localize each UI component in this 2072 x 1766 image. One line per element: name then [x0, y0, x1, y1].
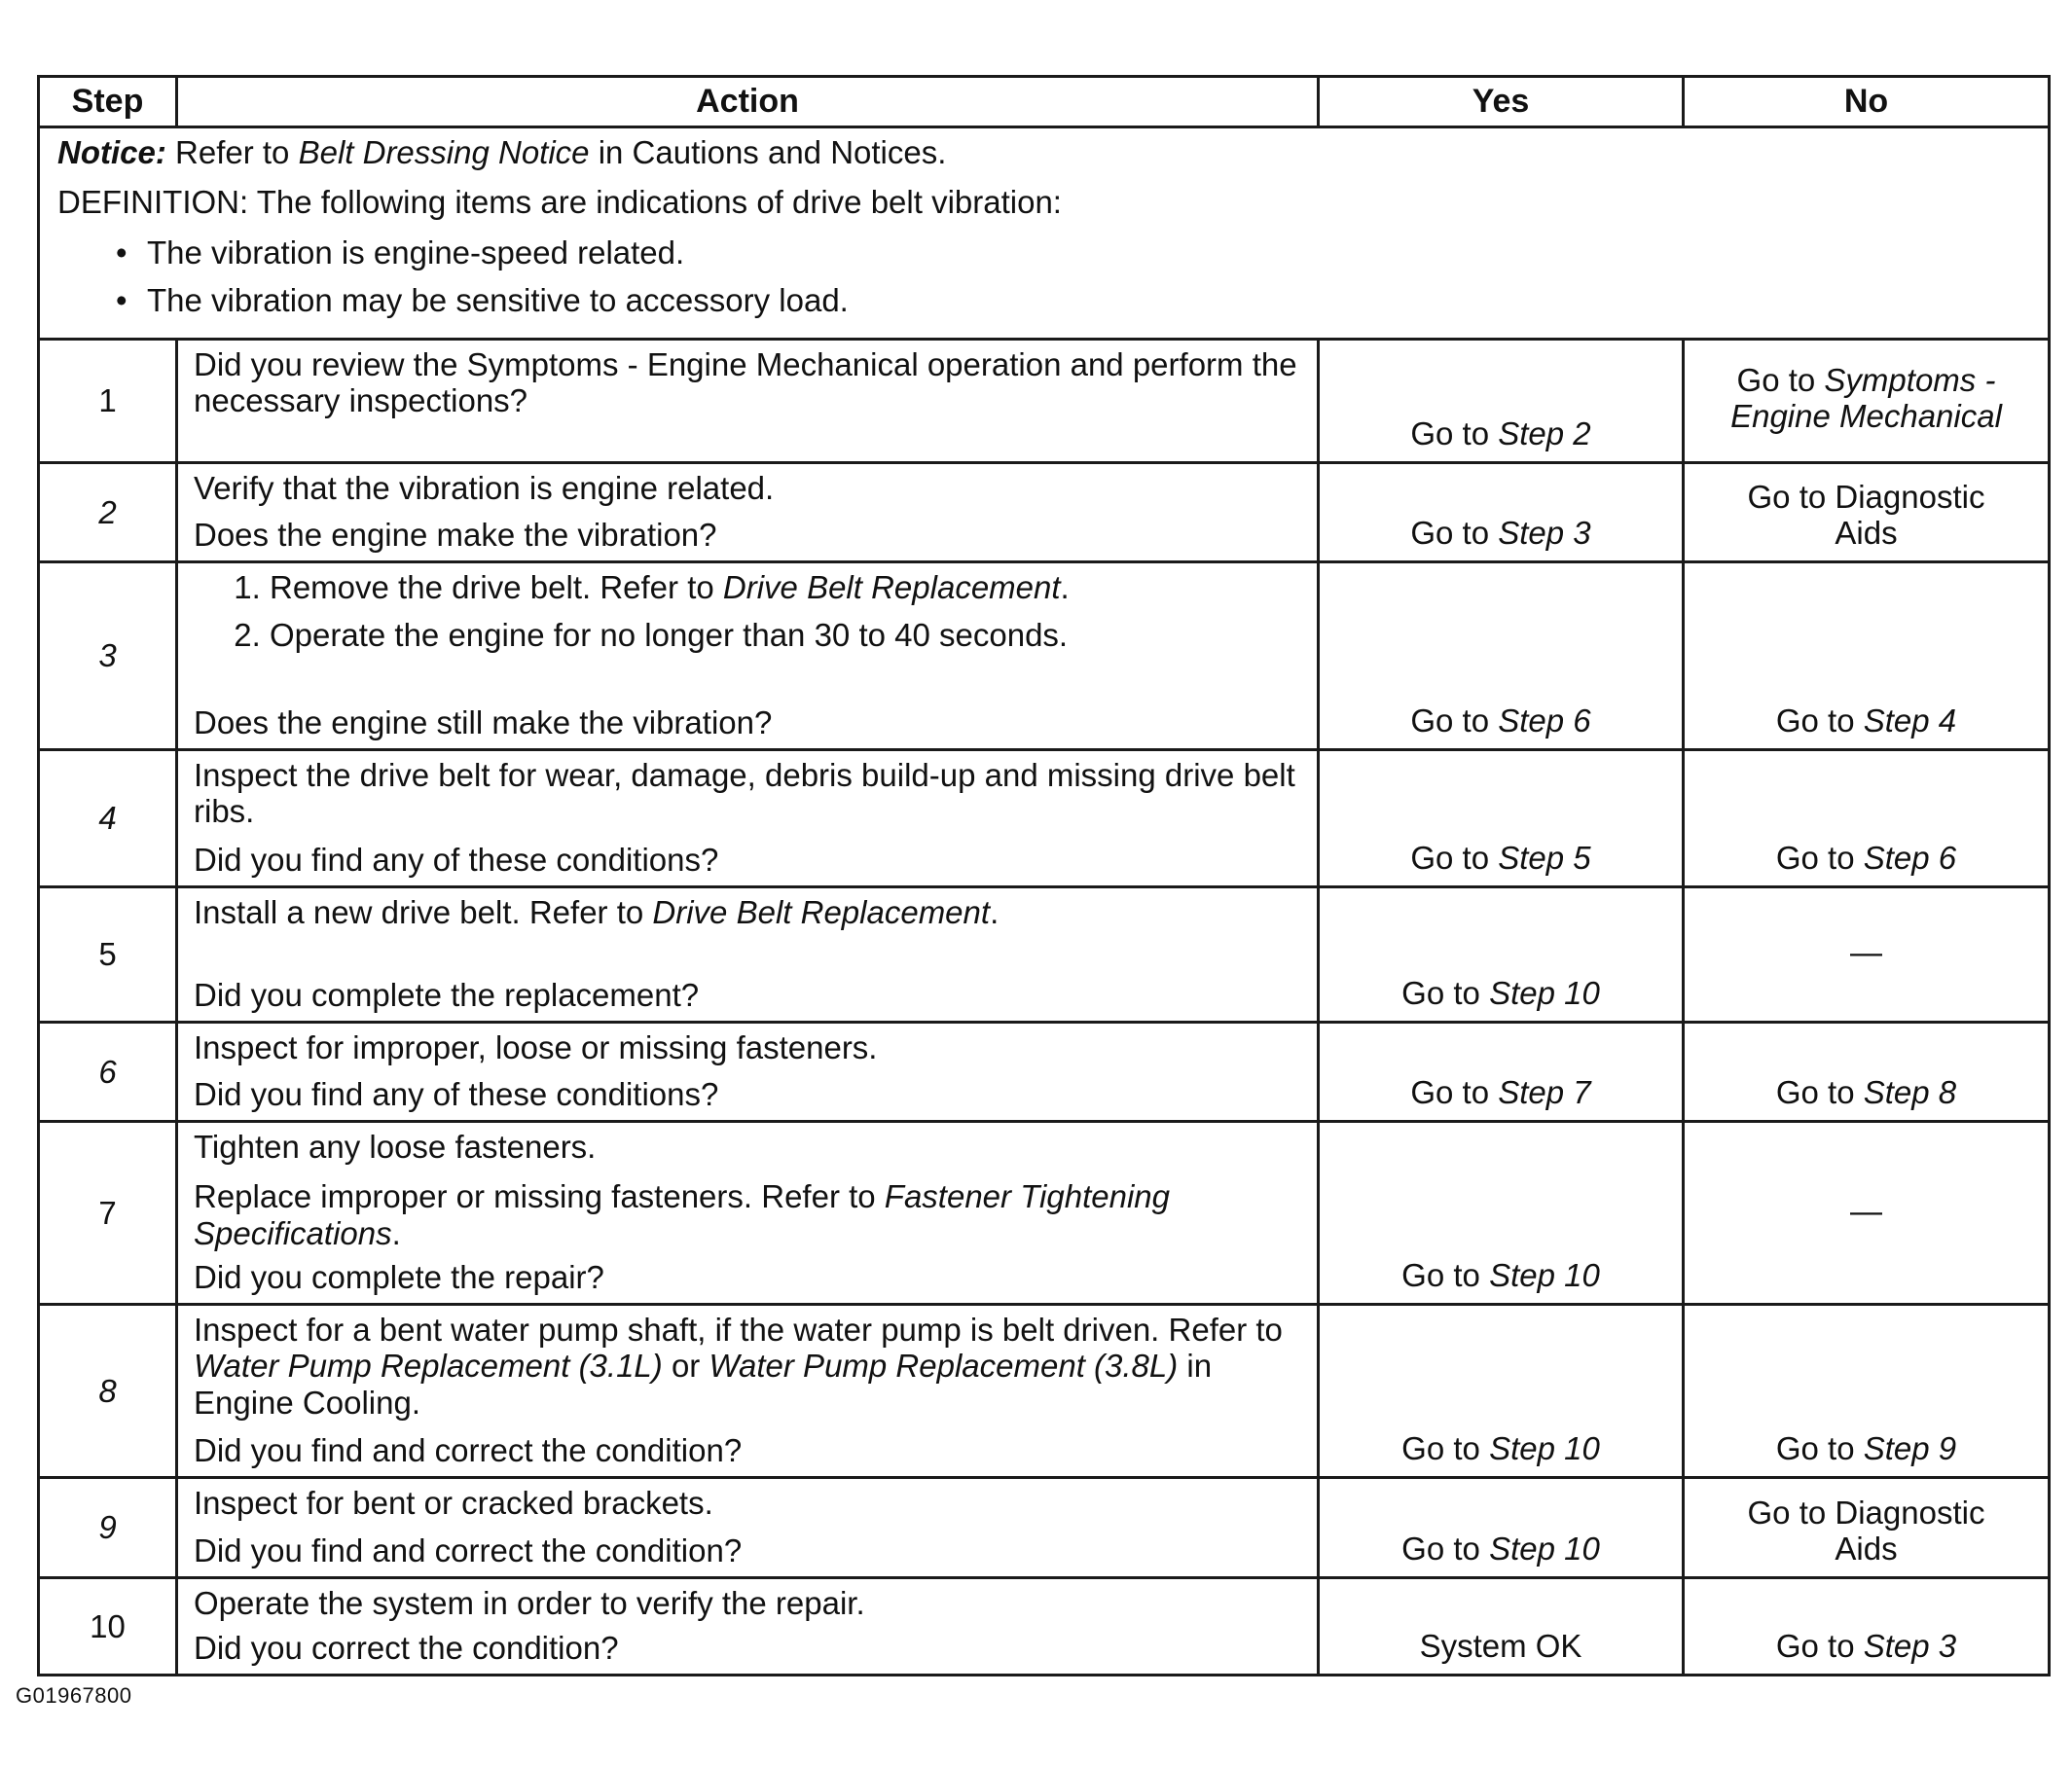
yes-text: System OK	[1419, 1627, 1582, 1664]
yes-ref: Step 10	[1489, 1530, 1600, 1567]
table-row	[39, 463, 2050, 562]
no-prefix: Go to	[1775, 1429, 1855, 1466]
yes-cell	[1319, 1122, 1684, 1305]
definition-text: DEFINITION: The following items are indications of drive belt vibration:	[57, 184, 1062, 221]
notice-row	[39, 127, 2050, 340]
no-prefix: Go to	[1775, 1073, 1855, 1110]
action-cell	[177, 1023, 1319, 1122]
action-text: Verify that the vibration is engine related.	[194, 470, 775, 507]
action-question: Does the engine still make the vibration?	[194, 703, 773, 740]
no-prefix: Go to	[1736, 362, 1816, 399]
action-question: Did you find and correct the condition?	[194, 1431, 743, 1468]
no-cell	[1684, 750, 2050, 887]
action-text: Inspect for bent or cracked brackets.	[194, 1485, 713, 1522]
no-prefix: Go to	[1775, 1627, 1855, 1664]
action-cell	[177, 887, 1319, 1023]
header-action: Action	[177, 77, 1319, 127]
yes-cell	[1319, 1578, 1684, 1676]
no-text: Go to Diagnostic Aids	[1747, 478, 1985, 551]
step-number: 9	[39, 1478, 177, 1578]
action-text: Install a new drive belt. Refer to Drive Belt Replacement.	[194, 894, 1000, 931]
no-ref: Symptoms - Engine Mechanical	[1730, 362, 2002, 435]
yes-cell	[1319, 750, 1684, 887]
no-ref: Step 6	[1863, 839, 1957, 876]
step-number: 2	[39, 463, 177, 562]
yes-ref: Step 3	[1498, 514, 1591, 551]
action-cell	[177, 750, 1319, 887]
action-cell	[177, 562, 1319, 750]
yes-prefix: Go to	[1410, 414, 1490, 451]
notice-line	[57, 134, 2030, 170]
step-number: 3	[39, 562, 177, 750]
yes-ref: Step 6	[1498, 702, 1591, 739]
yes-ref: Step 7	[1498, 1073, 1591, 1110]
action-question: Did you find and correct the condition?	[194, 1532, 743, 1568]
header-yes: Yes	[1319, 77, 1684, 127]
table-row	[39, 562, 2050, 750]
yes-cell	[1319, 463, 1684, 562]
action-cell	[177, 1122, 1319, 1305]
step-number: 4	[39, 750, 177, 887]
table-row	[39, 1478, 2050, 1578]
step-number: 10	[39, 1578, 177, 1676]
action-text: Operate the system in order to verify the repair.	[194, 1585, 865, 1622]
no-cell	[1684, 1122, 2050, 1305]
yes-prefix: Go to	[1401, 1429, 1480, 1466]
action-cell	[177, 1578, 1319, 1676]
step-number: 7	[39, 1122, 177, 1305]
step-number: 6	[39, 1023, 177, 1122]
notice-label: Notice:	[57, 134, 166, 170]
no-cell	[1684, 1478, 2050, 1578]
action-question: Did you find any of these conditions?	[194, 1075, 719, 1112]
yes-prefix: Go to	[1401, 974, 1480, 1011]
no-prefix: Go to	[1775, 702, 1855, 739]
diagnostic-table	[37, 75, 2051, 1676]
notice-post: in Cautions and Notices.	[598, 134, 947, 170]
no-cell	[1684, 1578, 2050, 1676]
table-row	[39, 1305, 2050, 1478]
yes-prefix: Go to	[1401, 1530, 1480, 1567]
definition-bullet: • The vibration may be sensitive to accessory load.	[147, 282, 2030, 318]
yes-cell	[1319, 562, 1684, 750]
table-row	[39, 1023, 2050, 1122]
notice-pre: Refer to	[175, 134, 290, 170]
yes-prefix: Go to	[1410, 1073, 1490, 1110]
yes-ref: Step 5	[1498, 839, 1591, 876]
no-cell	[1684, 463, 2050, 562]
yes-prefix: Go to	[1410, 702, 1490, 739]
notice-cell	[39, 127, 2050, 340]
table-row	[39, 887, 2050, 1023]
no-cell	[1684, 887, 2050, 1023]
yes-prefix: Go to	[1401, 1256, 1480, 1293]
action-cell	[177, 463, 1319, 562]
action-list-item: 1. Remove the drive belt. Refer to Drive Belt Replacement.	[270, 569, 1301, 605]
no-cell	[1684, 1305, 2050, 1478]
no-ref: Step 3	[1863, 1627, 1957, 1664]
yes-cell	[1319, 1023, 1684, 1122]
no-ref: Step 8	[1863, 1073, 1957, 1110]
definition-bullet: • The vibration is engine-speed related.	[147, 234, 2030, 270]
step-number: 5	[39, 887, 177, 1023]
action-text: Tighten any loose fasteners.	[194, 1129, 597, 1166]
no-cell	[1684, 562, 2050, 750]
no-dash: —	[1850, 1192, 1882, 1229]
yes-prefix: Go to	[1410, 514, 1490, 551]
yes-prefix: Go to	[1410, 839, 1490, 876]
yes-ref: Step 10	[1489, 1429, 1600, 1466]
no-dash: —	[1850, 934, 1882, 971]
action-text: Inspect for improper, loose or missing fasteners.	[194, 1029, 878, 1066]
action-list	[194, 569, 1301, 654]
table-row	[39, 750, 2050, 887]
action-question: Did you complete the repair?	[194, 1258, 604, 1295]
action-question: Did you correct the condition?	[194, 1629, 619, 1666]
header-step: Step	[39, 77, 177, 127]
action-text: Replace improper or missing fasteners. Refer to Fastener Tightening Specifications.	[194, 1178, 1171, 1251]
yes-cell	[1319, 887, 1684, 1023]
action-cell	[177, 1478, 1319, 1578]
table-row	[39, 1122, 2050, 1305]
step-number: 8	[39, 1305, 177, 1478]
action-question: Does the engine make the vibration?	[194, 516, 717, 553]
yes-ref: Step 10	[1489, 1256, 1600, 1293]
no-ref: Step 4	[1863, 702, 1957, 739]
no-cell	[1684, 1023, 2050, 1122]
action-list-item: 2. Operate the engine for no longer than 30 to 40 seconds.	[270, 617, 1301, 653]
action-question: Did you find any of these conditions?	[194, 841, 719, 878]
yes-ref: Step 10	[1489, 974, 1600, 1011]
notice-ref: Belt Dressing Notice	[298, 134, 590, 170]
no-cell	[1684, 340, 2050, 463]
yes-cell	[1319, 1478, 1684, 1578]
action-cell	[177, 1305, 1319, 1478]
table-row	[39, 340, 2050, 463]
action-text: Did you review the Symptoms - Engine Mechanical operation and perform the necessary inspections?	[194, 346, 1297, 419]
yes-ref: Step 2	[1498, 414, 1591, 451]
figure-code: G01967800	[16, 1683, 132, 1708]
action-text: Inspect the drive belt for wear, damage, debris build-up and missing drive belt ribs.	[194, 757, 1295, 830]
header-no: No	[1684, 77, 2050, 127]
yes-cell	[1319, 340, 1684, 463]
no-text: Go to Diagnostic Aids	[1747, 1494, 1985, 1567]
yes-cell	[1319, 1305, 1684, 1478]
header-row	[39, 77, 2050, 127]
action-question: Did you complete the replacement?	[194, 976, 700, 1013]
no-ref: Step 9	[1863, 1429, 1957, 1466]
action-cell	[177, 340, 1319, 463]
no-prefix: Go to	[1775, 839, 1855, 876]
table-row	[39, 1578, 2050, 1676]
step-number: 1	[39, 340, 177, 463]
definition-list	[57, 234, 2030, 319]
action-text: Inspect for a bent water pump shaft, if the water pump is belt driven. Refer to Water Pump Replacement (3.1L) or Water Pump Replacement (3.8L) in Engine Cooling.	[194, 1312, 1283, 1421]
